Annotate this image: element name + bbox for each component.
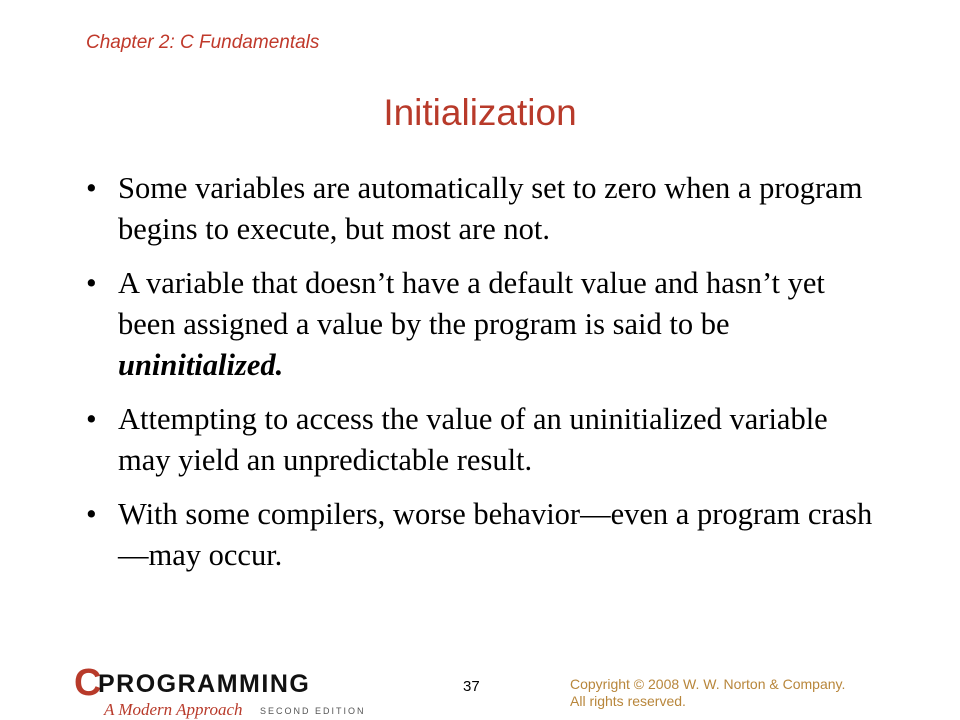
bullet-text: A variable that doesn’t have a default value and hasn’t yet been assigned a value by the program is said to be bbox=[118, 266, 825, 341]
copyright-line: All rights reserved. bbox=[570, 693, 686, 709]
bullet-dot-icon: • bbox=[86, 171, 97, 205]
bullet-item bbox=[86, 168, 876, 250]
logo-edition: SECOND EDITION bbox=[260, 706, 366, 716]
bullet-text: Some variables are automatically set to zero when a program begins to execute, but most are not. bbox=[118, 171, 863, 246]
bullet-dot-icon: • bbox=[86, 266, 97, 300]
bullet-item bbox=[86, 399, 876, 481]
bullet-text: Attempting to access the value of an uninitialized variable may yield an unpredictable result. bbox=[118, 402, 828, 477]
bullet-item bbox=[86, 494, 876, 576]
copyright-line: Copyright © 2008 W. W. Norton & Company. bbox=[570, 676, 846, 692]
chapter-header: Chapter 2: C Fundamentals bbox=[86, 32, 320, 53]
bullet-list bbox=[86, 168, 876, 589]
bullet-emphasis: uninitialized. bbox=[118, 348, 284, 382]
logo-letter: C bbox=[74, 662, 102, 704]
bullet-text: With some compilers, worse behavior—even a program crash—may occur. bbox=[118, 497, 873, 572]
logo-word: PROGRAMMING bbox=[98, 670, 311, 698]
slide-title: Initialization bbox=[383, 92, 577, 133]
page-number: 37 bbox=[463, 678, 480, 695]
book-logo bbox=[74, 662, 374, 720]
bullet-dot-icon: • bbox=[86, 497, 97, 531]
bullet-item bbox=[86, 263, 876, 386]
copyright-notice bbox=[570, 676, 930, 710]
bullet-dot-icon: • bbox=[86, 402, 97, 436]
logo-subtitle: A Modern Approach bbox=[104, 700, 243, 719]
